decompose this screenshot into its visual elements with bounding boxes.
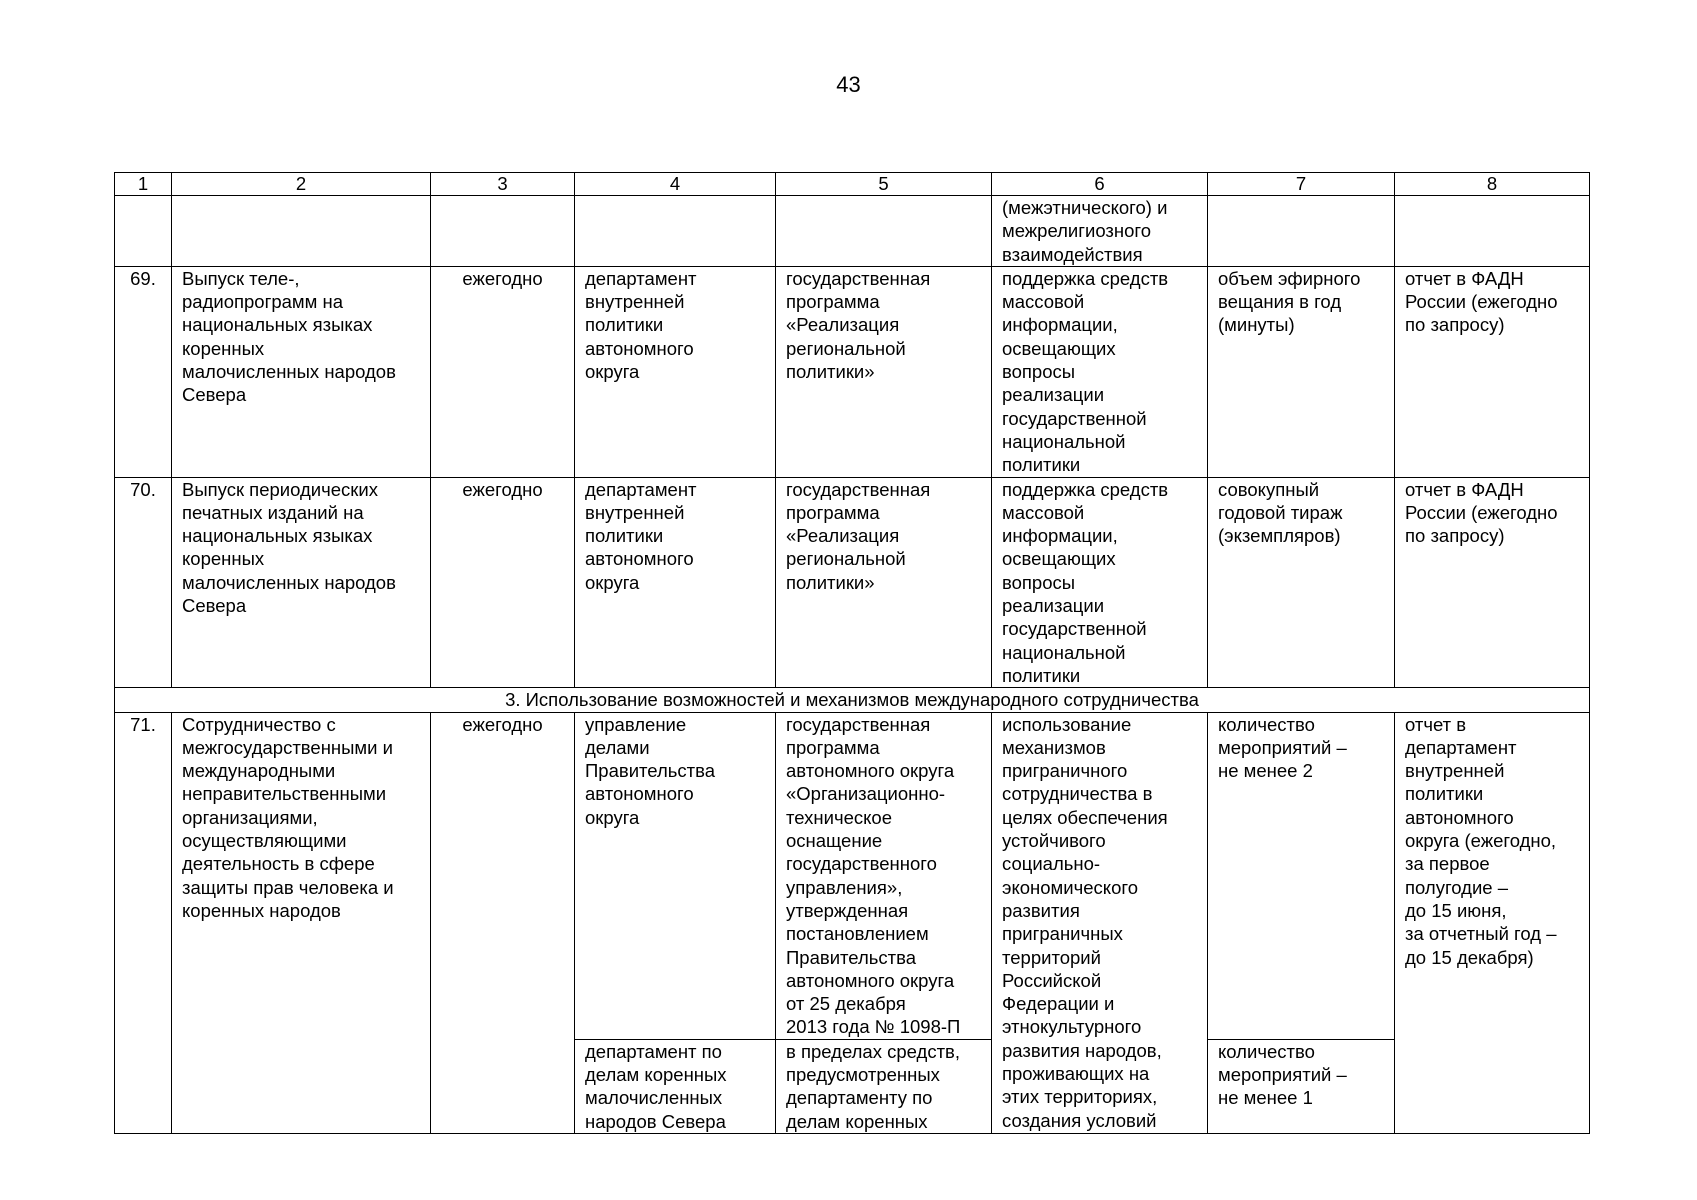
funding-source-cell: государственная программа автономного округа «Организационно- техническое оснащение государственного управления», утвержденная постановлением Правительства автономного округа от 25 декабря 2013 года № 1098-П [776, 712, 992, 1039]
funding-source-cell: в пределах средств, предусмотренных департаменту по делам коренных [776, 1039, 992, 1133]
report-cell: отчет в департамент внутренней политики автономного округа (ежегодно, за первое полугодие – до 15 июня, за отчетный год – до 15 декабря) [1395, 712, 1590, 1133]
executor-cell: управление делами Правительства автономного округа [575, 712, 776, 1039]
table-cell [575, 196, 776, 267]
report-cell: отчет в ФАДН России (ежегодно по запросу) [1395, 266, 1590, 477]
column-header: 5 [776, 173, 992, 196]
executor-cell: департамент внутренней политики автономного округа [575, 266, 776, 477]
column-number-row [115, 173, 1590, 196]
indicator-cell: совокупный годовой тираж (экземпляров) [1208, 477, 1395, 688]
column-header: 3 [431, 173, 575, 196]
section-heading-row [115, 688, 1590, 712]
goal-cell: поддержка средств массовой информации, освещающих вопросы реализации государственной национальной политики [992, 477, 1208, 688]
row-number: 69. [115, 266, 172, 477]
indicator-cell: количество мероприятий – не менее 2 [1208, 712, 1395, 1039]
period-cell: ежегодно [431, 712, 575, 1133]
goal-cell: поддержка средств массовой информации, освещающих вопросы реализации государственной национальной политики [992, 266, 1208, 477]
executor-cell: департамент внутренней политики автономного округа [575, 477, 776, 688]
table-row-69 [115, 266, 1590, 477]
table-cell [172, 196, 431, 267]
period-cell: ежегодно [431, 266, 575, 477]
table-cell [776, 196, 992, 267]
measure-name-cell: Сотрудничество с межгосударственными и международными неправительственными организациями, осуществляющими деятельность в сфере защиты прав человека и коренных народов [172, 712, 431, 1133]
table-row-71 [115, 712, 1590, 1039]
executor-cell: департамент по делам коренных малочисленных народов Севера [575, 1039, 776, 1133]
table-row-continuation [115, 196, 1590, 267]
column-header: 8 [1395, 173, 1590, 196]
page-number: 43 [836, 72, 861, 97]
table-row-70 [115, 477, 1590, 688]
goal-cell: использование механизмов приграничного сотрудничества в целях обеспечения устойчивого социально- экономического развития приграничных территорий Российской Федерации и этнокультурного развития народов, проживающих на этих территориях, создания условий [992, 712, 1208, 1133]
funding-source-cell: государственная программа «Реализация региональной политики» [776, 477, 992, 688]
section-heading: 3. Использование возможностей и механизмов международного сотрудничества [115, 688, 1590, 712]
indicator-cell: количество мероприятий – не менее 1 [1208, 1039, 1395, 1133]
goal-cell: (межэтнического) и межрелигиозного взаимодействия [992, 196, 1208, 267]
measure-name-cell: Выпуск периодических печатных изданий на национальных языках коренных малочисленных народов Севера [172, 477, 431, 688]
row-number: 71. [115, 712, 172, 1133]
table-cell [431, 196, 575, 267]
funding-source-cell: государственная программа «Реализация региональной политики» [776, 266, 992, 477]
period-cell: ежегодно [431, 477, 575, 688]
indicator-cell: объем эфирного вещания в год (минуты) [1208, 266, 1395, 477]
measure-name-cell: Выпуск теле-, радиопрограмм на национальных языках коренных малочисленных народов Севера [172, 266, 431, 477]
row-number: 70. [115, 477, 172, 688]
measures-table [114, 172, 1590, 1134]
column-header: 7 [1208, 173, 1395, 196]
table-cell [1395, 196, 1590, 267]
report-cell: отчет в ФАДН России (ежегодно по запросу) [1395, 477, 1590, 688]
table-cell [1208, 196, 1395, 267]
column-header: 2 [172, 173, 431, 196]
column-header: 4 [575, 173, 776, 196]
column-header: 1 [115, 173, 172, 196]
column-header: 6 [992, 173, 1208, 196]
table-cell [115, 196, 172, 267]
